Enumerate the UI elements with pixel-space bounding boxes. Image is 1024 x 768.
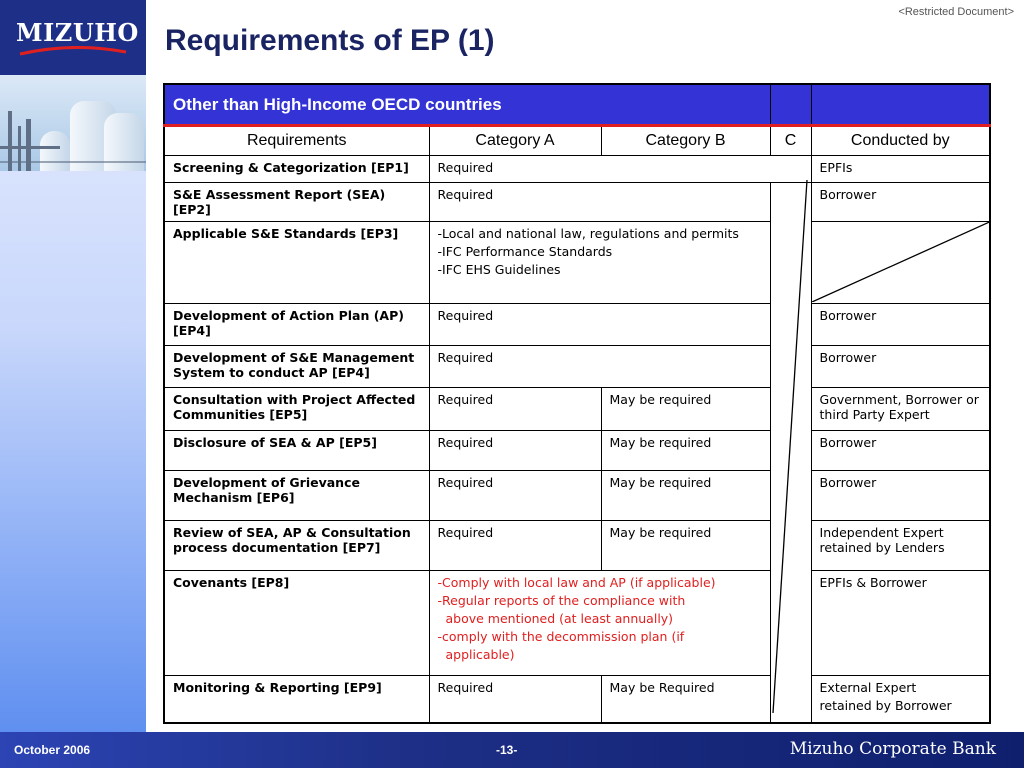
requirement-cell: S&E Assessment Report (SEA) [EP2]	[164, 183, 429, 222]
column-header: Conducted by	[811, 126, 990, 156]
conducted-by-cell: Independent Expert retained by Lenders	[811, 521, 990, 571]
sidebar-decoration	[0, 0, 146, 732]
table-row	[164, 156, 990, 183]
table-row	[164, 388, 990, 431]
category-a-cell: Required	[429, 346, 770, 388]
standard-line: -IFC Performance Standards	[437, 244, 613, 259]
table-banner: Other than High-Income OECD countries	[164, 84, 770, 126]
conducted-by-cell	[811, 676, 990, 723]
requirement-cell: Development of Action Plan (AP) [EP4]	[164, 304, 429, 346]
requirement-cell: Consultation with Project Affected Communities [EP5]	[164, 388, 429, 431]
footer-bar	[0, 732, 1024, 768]
covenant-line: applicable)	[445, 647, 515, 662]
table-row	[164, 304, 990, 346]
category-b-cell: May be Required	[601, 676, 770, 723]
category-a-cell: Required	[429, 304, 770, 346]
category-b-cell: May be required	[601, 521, 770, 571]
category-a-cell: Required	[429, 471, 601, 521]
footer-date: October 2006	[14, 743, 91, 757]
category-b-cell: May be required	[601, 388, 770, 431]
conducted-by-cell: Borrower	[811, 346, 990, 388]
conducted-by-cell: Borrower	[811, 431, 990, 471]
conducted-by-cell: EPFIs	[811, 156, 990, 183]
banner-empty-cell	[770, 84, 811, 126]
conducted-by-cell: Borrower	[811, 471, 990, 521]
table-row	[164, 346, 990, 388]
conducted-by-cell: EPFIs & Borrower	[811, 571, 990, 676]
covenant-line: -Regular reports of the compliance with	[437, 593, 686, 608]
column-header-row	[164, 126, 990, 156]
covenant-cell	[429, 571, 770, 676]
mizuho-logo: MIZUHO	[16, 18, 139, 47]
table-row	[164, 676, 990, 723]
standard-line: -IFC EHS Guidelines	[437, 262, 561, 277]
conducted-by-cell: Borrower	[811, 304, 990, 346]
category-a-cell	[429, 222, 770, 304]
table-row	[164, 571, 990, 676]
bank-name: Mizuho Corporate Bank	[789, 739, 996, 759]
standard-line: -Local and national law, regulations and permits	[437, 226, 739, 241]
requirement-cell: Development of S&E Management System to conduct AP [EP4]	[164, 346, 429, 388]
table-row	[164, 521, 990, 571]
covenant-line: -comply with the decommission plan (if	[437, 629, 685, 644]
covenant-line: above mentioned (at least annually)	[445, 611, 674, 626]
table-row	[164, 431, 990, 471]
column-header: Category A	[429, 126, 601, 156]
requirement-cell: Monitoring & Reporting [EP9]	[164, 676, 429, 723]
table-banner-row	[164, 84, 990, 126]
conducted-by-not-applicable-cell	[811, 222, 990, 304]
requirement-cell: Review of SEA, AP & Consultation process documentation [EP7]	[164, 521, 429, 571]
restricted-label: <Restricted Document>	[898, 6, 1014, 18]
category-b-cell: May be required	[601, 431, 770, 471]
category-a-cell: Required	[429, 521, 601, 571]
category-b-cell: May be required	[601, 471, 770, 521]
page-title: Requirements of EP (1)	[165, 24, 495, 57]
column-header: C	[770, 126, 811, 156]
requirements-table	[163, 83, 991, 724]
column-header: Category B	[601, 126, 770, 156]
conducted-by-line: retained by Borrower	[819, 698, 952, 713]
category-a-cell: Required	[429, 431, 601, 471]
requirement-cell: Applicable S&E Standards [EP3]	[164, 222, 429, 304]
category-a-cell: Required	[429, 156, 811, 183]
banner-empty-cell	[811, 84, 990, 126]
requirement-cell: Covenants [EP8]	[164, 571, 429, 676]
industrial-photo	[0, 75, 146, 171]
table-row	[164, 183, 990, 222]
requirement-cell: Screening & Categorization [EP1]	[164, 156, 429, 183]
requirement-cell: Disclosure of SEA & AP [EP5]	[164, 431, 429, 471]
category-a-cell: Required	[429, 388, 601, 431]
category-a-cell: Required	[429, 676, 601, 723]
page-number: -13-	[496, 743, 518, 757]
conducted-by-cell: Government, Borrower or third Party Expert	[811, 388, 990, 431]
covenant-line: -Comply with local law and AP (if applicable)	[437, 575, 716, 590]
conducted-by-line: External Expert	[819, 680, 917, 695]
category-c-column	[770, 183, 811, 723]
conducted-by-cell: Borrower	[811, 183, 990, 222]
column-header: Requirements	[164, 126, 429, 156]
logo-panel	[0, 0, 146, 75]
table-row	[164, 471, 990, 521]
table-row	[164, 222, 990, 304]
category-a-cell: Required	[429, 183, 770, 222]
logo-swoosh-icon	[18, 46, 128, 56]
requirement-cell: Development of Grievance Mechanism [EP6]	[164, 471, 429, 521]
requirements-table-wrapper	[163, 83, 989, 715]
diagonal-strike	[812, 222, 990, 302]
